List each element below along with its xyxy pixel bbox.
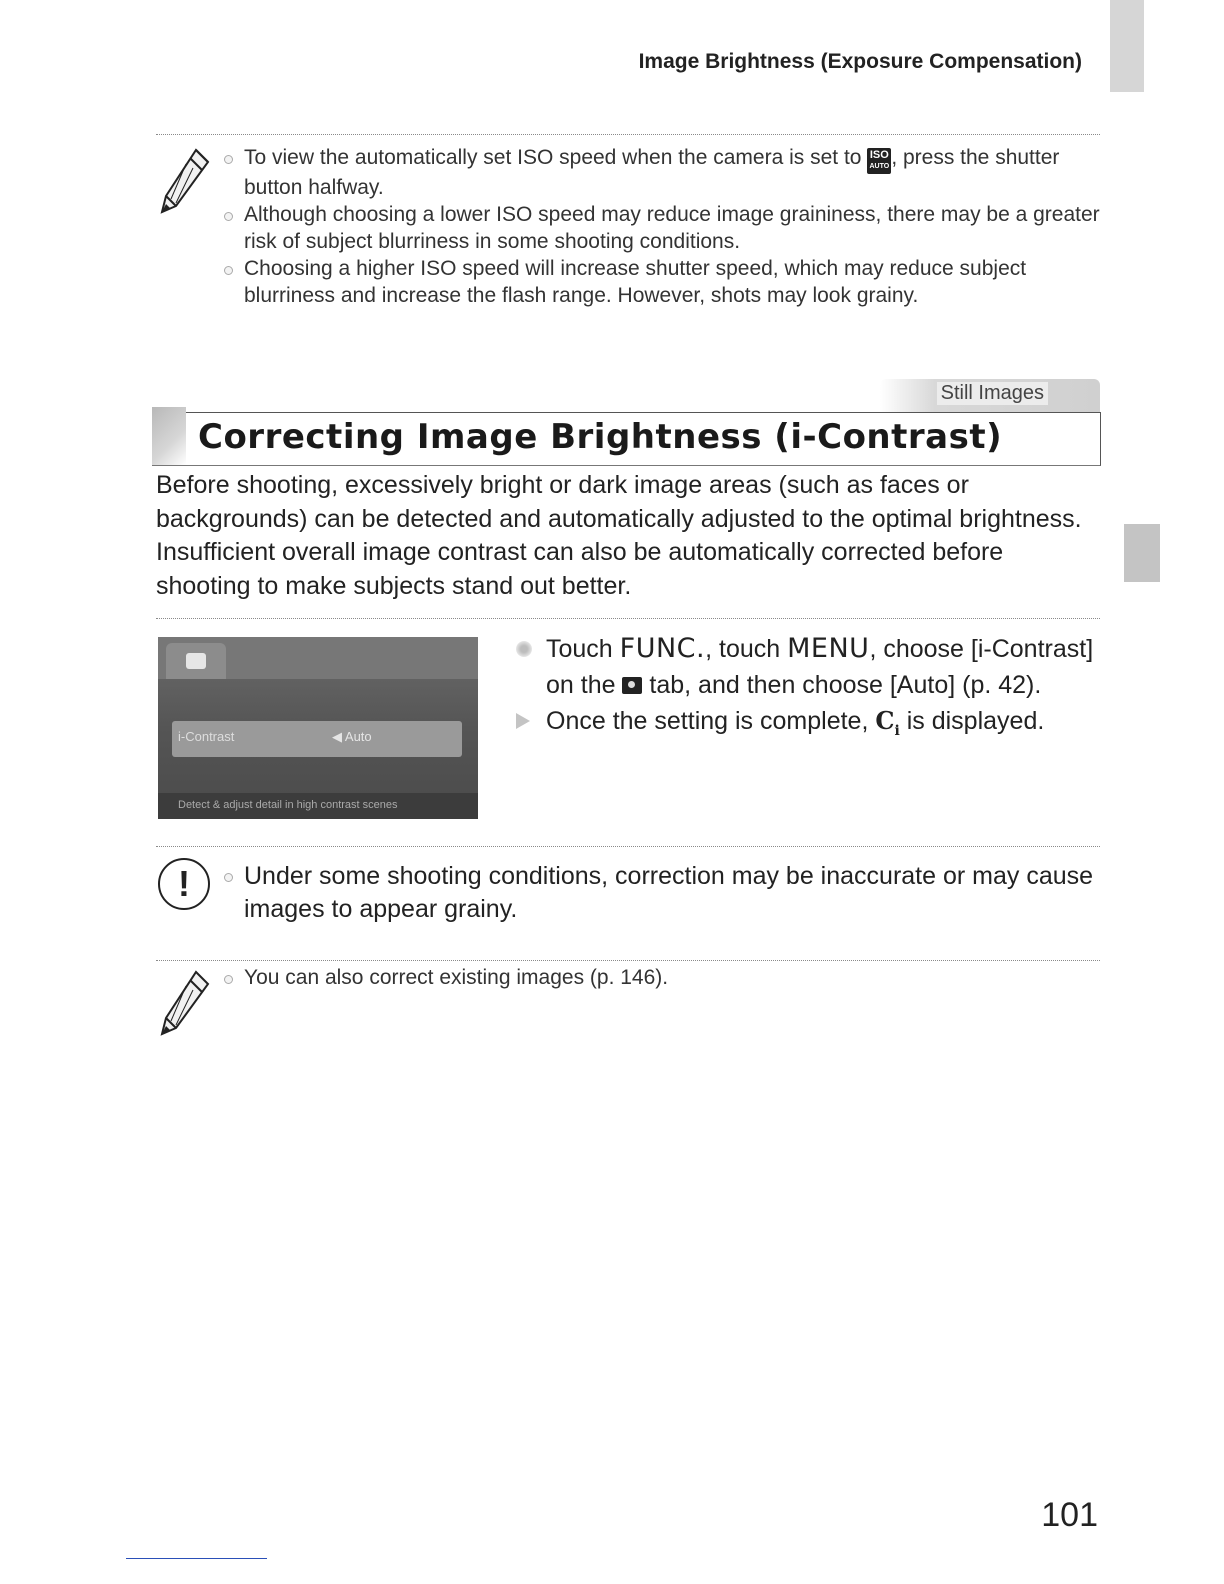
divider (156, 134, 1100, 135)
procedure-steps (516, 631, 1106, 749)
list-item: Choosing a higher ISO speed will increase shutter speed, which may reduce subject blurriness and increase the flash range. However, shots may look grainy. (224, 255, 1104, 309)
section-title: Correcting Image Brightness (i-Contrast) (198, 417, 1003, 457)
camera-row-value: ◀ Auto (332, 729, 372, 744)
divider (156, 960, 1100, 961)
pencil-icon (156, 144, 216, 221)
iso-auto-icon: ISO AUTO (867, 148, 891, 174)
section-intro: Before shooting, excessively bright or dark image areas (such as faces or backgrounds) can be detected and automatically adjusted to the optimal brightness. Insufficient overall image contrast can also be automatically corrected before shooting to make subjects stand out better. (156, 471, 1082, 600)
camera-caption: Detect & adjust detail in high contrast scenes (178, 799, 398, 811)
func-button-label: FUNC. (619, 633, 706, 664)
camera-menu-row (172, 721, 462, 757)
chapter-side-tab (1124, 524, 1160, 582)
bullet (224, 212, 233, 221)
divider (156, 846, 1100, 847)
list-item: You can also correct existing images (p. 146). (224, 964, 1104, 991)
camera-icon (186, 653, 206, 669)
section-title-bar (152, 412, 1101, 466)
bullet (224, 975, 233, 984)
camera-tab-icon (622, 677, 642, 694)
camera-menu-tabs (158, 637, 478, 679)
bullet (224, 873, 233, 882)
result-arrow-icon (516, 713, 530, 729)
still-images-label: Still Images (937, 382, 1048, 405)
running-header: Image Brightness (Exposure Compensation) (638, 50, 1082, 73)
camera-screen-image (158, 637, 478, 819)
step-1: Touch FUNC., touch MENU, choose [i-Contrast] on the tab, and then choose [Auto] (p. 42). (516, 631, 1106, 703)
list-item: To view the automatically set ISO speed when the camera is set to ISO AUTO , press the shutter button halfway. (224, 144, 1104, 201)
list-item: Although choosing a lower ISO speed may reduce image graininess, there may be a greater risk of subject blurriness in some shooting conditions. (224, 201, 1104, 255)
footer-line (126, 1558, 267, 1559)
still-images-tab (880, 379, 1100, 413)
title-corner-decoration (152, 407, 186, 465)
caution-note (224, 860, 1104, 926)
camera-caption-bar (158, 793, 478, 819)
final-note (224, 964, 1104, 991)
caution-icon: ! (158, 858, 210, 910)
camera-tab-active (166, 643, 226, 679)
camera-row-label: i-Contrast (178, 729, 235, 744)
i-contrast-icon: $C_i$ (875, 706, 900, 739)
iso-note-list (224, 144, 1104, 309)
step-marker-icon (516, 641, 532, 657)
divider (156, 618, 1100, 619)
page-number: 101 (1041, 1496, 1098, 1534)
menu-button-label: MENU (787, 633, 870, 664)
pencil-icon (156, 966, 216, 1043)
list-item: Under some shooting conditions, correction may be inaccurate or may cause images to appear grainy. (224, 860, 1104, 926)
bullet (224, 266, 233, 275)
step-result: Once the setting is complete, $C_i$ is displayed. (516, 703, 1106, 749)
bullet (224, 155, 233, 164)
chapter-thumb-tab (1110, 0, 1144, 92)
